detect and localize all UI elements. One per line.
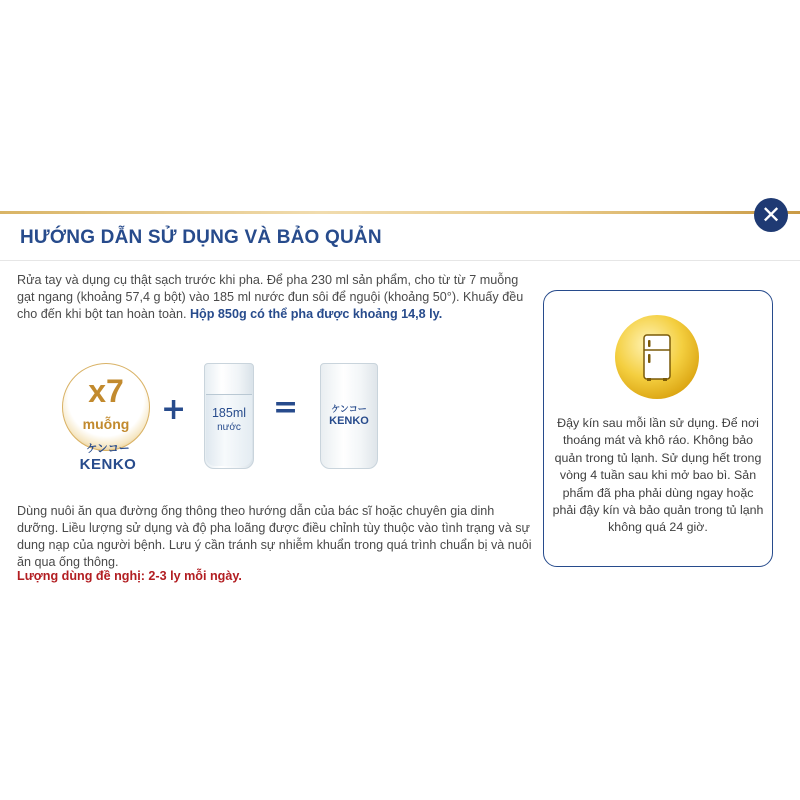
gold-divider — [0, 211, 800, 214]
recommended-dose: Lượng dùng đề nghị: 2-3 ly mỗi ngày. — [17, 569, 242, 583]
storage-text: Đậy kín sau mỗi lần sử dụng. Để nơi thoáng mát và khô ráo. Không bảo quản trong tủ lạnh. Sử dụng hết trong vòng 4 tuần sau khi mở bao bì. Sản phẩm đã pha phải dùng ngay hoặc phải đậy kín và bảo quản trong tủ lạnh không quá 24 giờ. — [552, 416, 764, 535]
preparation-paragraph — [17, 272, 537, 323]
close-button[interactable] — [754, 198, 788, 232]
milk-glass — [320, 363, 378, 469]
storage-box — [543, 290, 773, 567]
title-divider — [0, 260, 800, 261]
yield-text: Hộp 850g có thể pha được khoảng 14,8 ly. — [189, 307, 443, 321]
milk-logo-name: KENKO — [329, 415, 369, 427]
brand-logo-name: KENKO — [79, 456, 137, 473]
scoop-count: x7 — [88, 373, 124, 409]
milk-logo-jp: ケンコー — [331, 404, 367, 414]
fridge-badge — [615, 315, 699, 399]
milk-glass-logo — [321, 402, 377, 427]
equals-sign: = — [273, 390, 299, 425]
fridge-icon — [641, 333, 673, 381]
close-icon: ✕ — [760, 201, 782, 229]
page-title: HƯỚNG DẪN SỬ DỤNG VÀ BẢO QUẢN — [20, 227, 382, 248]
tube-feeding-paragraph: Dùng nuôi ăn qua đường ống thông theo hướng dẫn của bác sĩ hoặc chuyên gia dinh dưỡng. Liều lượng sử dụng và độ pha loãng được điều chỉnh tùy thuộc vào tình trạng và sự dung nạp của người bệnh. Lưu ý cần tránh sự nhiễm khuẩn trong quá trình chuẩn bị và nuôi ăn qua ống thông. — [17, 504, 532, 569]
scoop-badge — [62, 363, 150, 451]
brand-logo-jp: ケンコー — [86, 443, 130, 455]
water-glass — [204, 363, 254, 469]
water-amount: 185ml — [211, 406, 247, 420]
preparation-text: Rửa tay và dụng cụ thật sạch trước khi pha. Để pha 230 ml sản phẩm, cho từ từ 7 muỗng gạt ngang (khoảng 57,4 g bột) vào 185 ml nước đun sôi để nguội (khoảng 50°). Khuấy đều cho đến khi bột tan hoàn toàn. — [17, 273, 524, 321]
water-label: nước — [217, 422, 241, 433]
plus-sign: + — [161, 392, 187, 427]
scoop-label: muỗng — [82, 416, 130, 432]
brand-logo — [70, 440, 146, 473]
